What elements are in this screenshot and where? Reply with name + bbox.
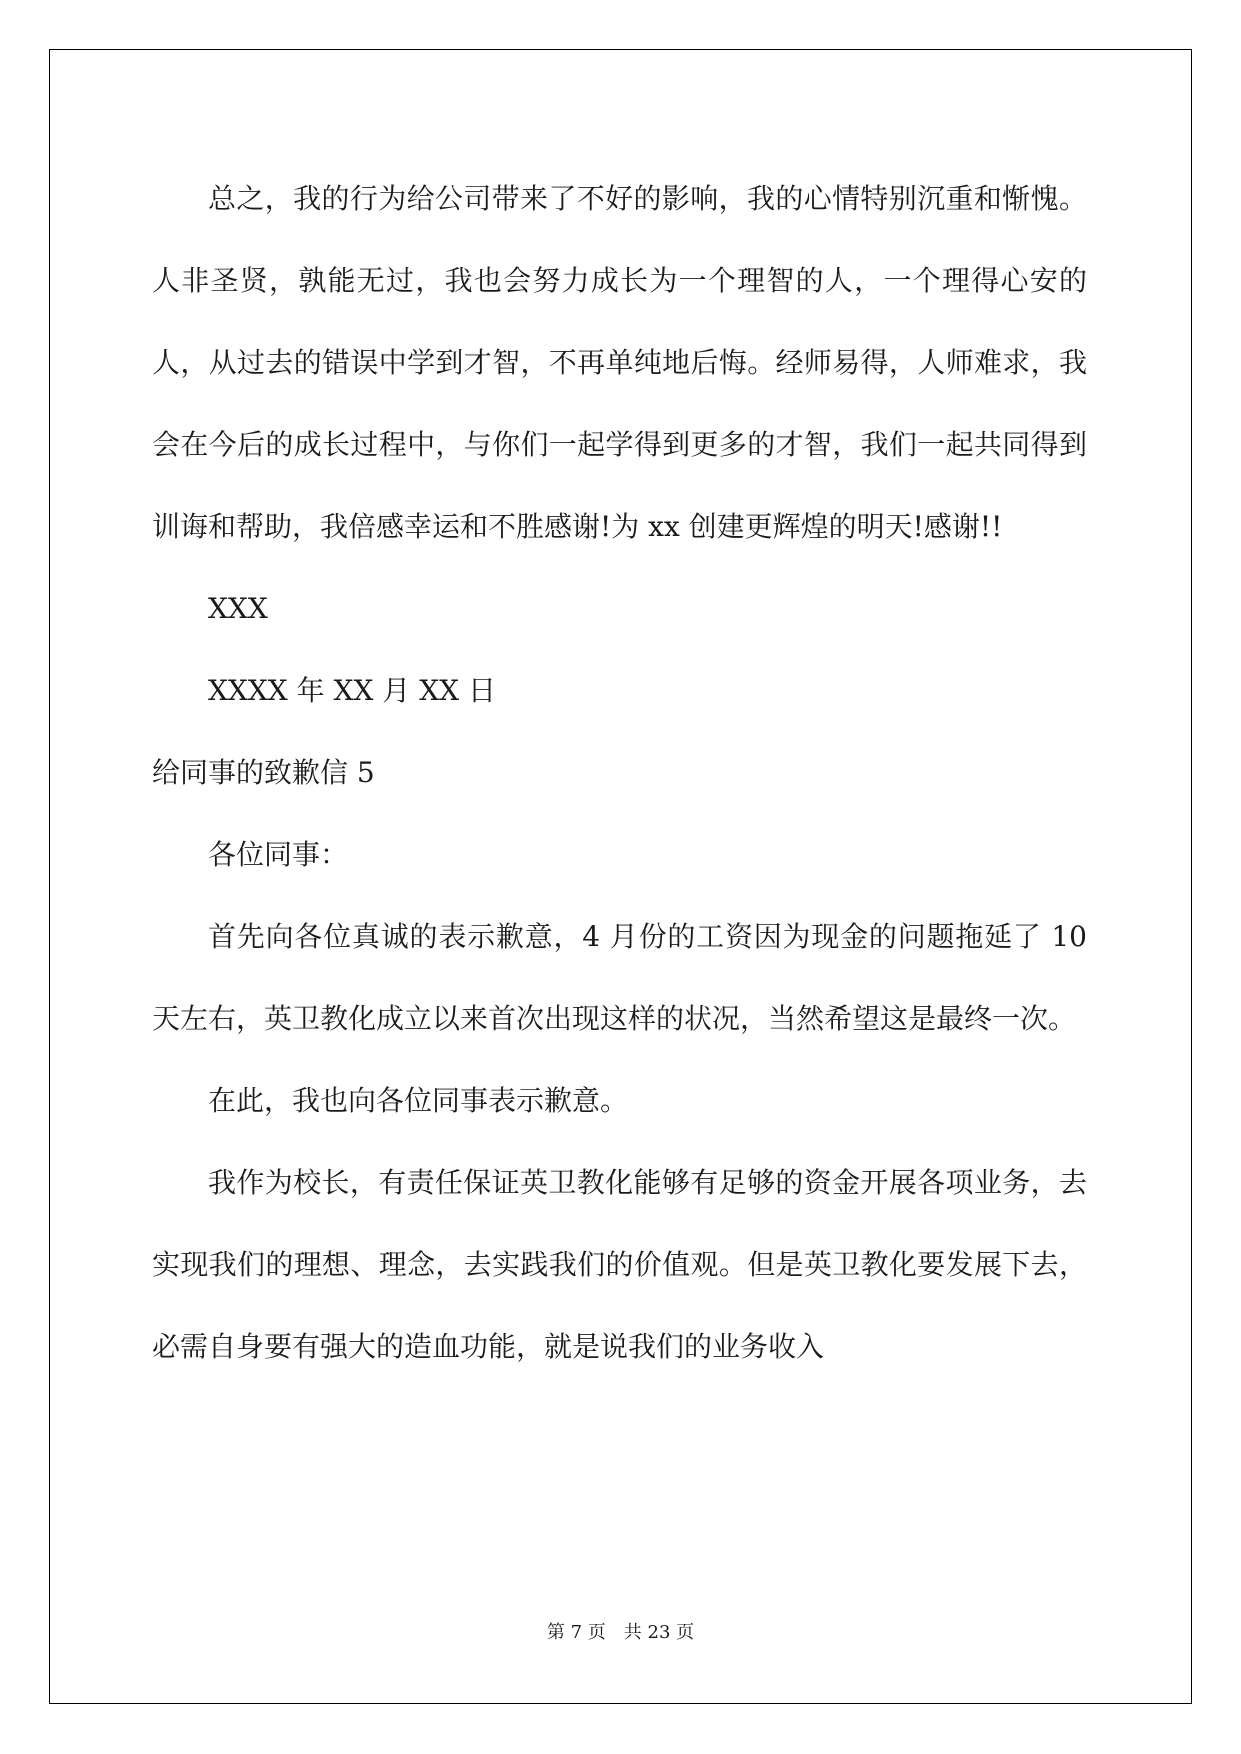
- page-footer: 第 7 页 共 23 页: [546, 1622, 695, 1643]
- paragraph-conclusion: 总之，我的行为给公司带来了不好的影响，我的心情特别沉重和惭愧。人非圣贤，孰能无过，我也会努力成长为一个理智的人，一个理得心安的人，从过去的错误中学到才智，不再单纯地后悔。经师易得，人师难求，我会在今后的成长过程中，与你们一起学得到更多的才智，我们一起共同得到训诲和帮助，我倍感幸运和不胜感谢!为 xx 创建更辉煌的明天!感谢!!: [152, 182, 1087, 543]
- paragraph-apology-short: 在此，我也向各位同事表示歉意。: [208, 1084, 629, 1117]
- signature-name: XXX: [208, 592, 268, 625]
- paragraph-principal: 我作为校长，有责任保证英卫教化能够有足够的资金开展各项业务，去实现我们的理想、理念，去实践我们的价值观。但是英卫教化要发展下去，必需自身要有强大的造血功能，就是说我们的业务收入: [152, 1166, 1087, 1363]
- document-body: [152, 158, 1087, 1388]
- signature-date: XXXX 年 XX 月 XX 日: [208, 674, 496, 707]
- salutation: 各位同事：: [208, 838, 349, 871]
- section-heading: 给同事的致歉信 5: [152, 756, 375, 789]
- paragraph-apology: 首先向各位真诚的表示歉意，4 月份的工资因为现金的问题拖延了 10 天左右，英卫教化成立以来首次出现这样的状况，当然希望这是最终一次。: [152, 920, 1087, 1035]
